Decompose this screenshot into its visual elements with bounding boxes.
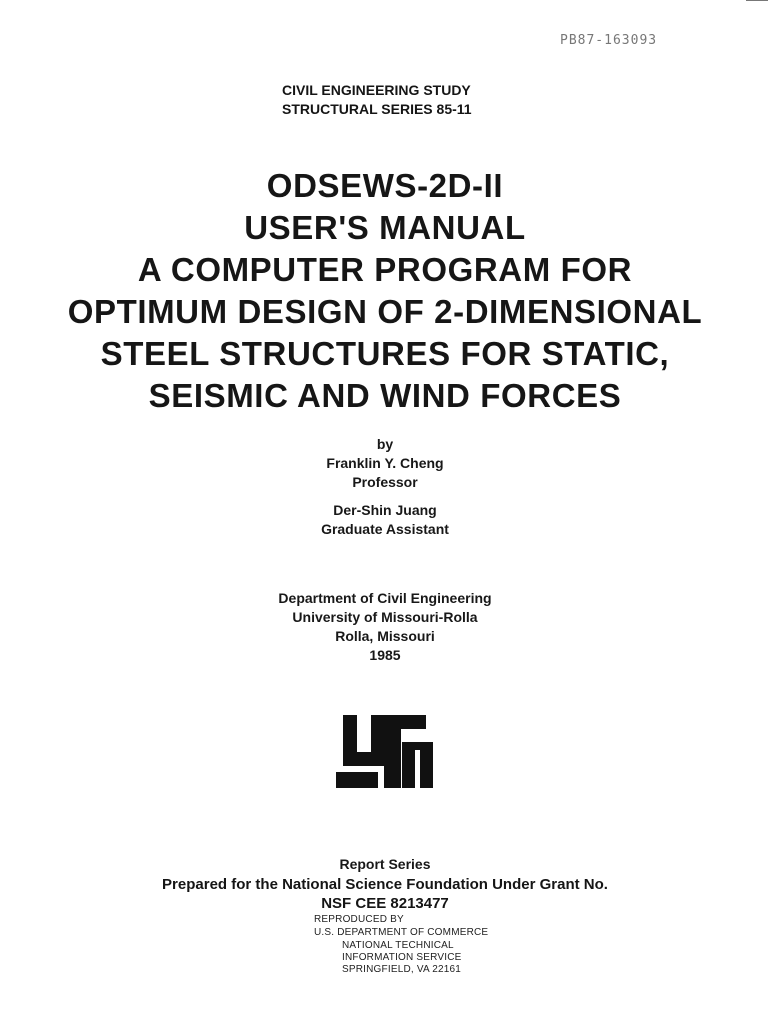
title-line-6: SEISMIC AND WIND FORCES bbox=[148, 377, 622, 414]
year: 1985 bbox=[369, 647, 401, 663]
university-logo-icon bbox=[336, 712, 434, 790]
location: Rolla, Missouri bbox=[335, 628, 435, 644]
grant-number: NSF CEE 8213477 bbox=[321, 895, 449, 912]
prepared-for-statement: Prepared for the National Science Foundation Under Grant No. bbox=[162, 876, 608, 893]
department: Department of Civil Engineering bbox=[278, 590, 492, 606]
title-line-3: A COMPUTER PROGRAM FOR bbox=[137, 251, 633, 288]
author-2-role: Graduate Assistant bbox=[321, 521, 449, 537]
author-1-name: Franklin Y. Cheng bbox=[326, 455, 444, 471]
reproduction-stamp-line-1: REPRODUCED BY bbox=[314, 914, 404, 925]
author-1-role: Professor bbox=[352, 474, 418, 490]
author-2-name: Der-Shin Juang bbox=[333, 502, 437, 518]
university: University of Missouri-Rolla bbox=[292, 609, 478, 625]
title-line-5: STEEL STRUCTURES FOR STATIC, bbox=[100, 335, 670, 372]
study-series-line-2: STRUCTURAL SERIES 85-11 bbox=[282, 101, 472, 117]
report-series: Report Series bbox=[339, 856, 431, 872]
corner-scan-mark bbox=[746, 0, 768, 1]
reproduction-stamp-line-3: NATIONAL TECHNICAL bbox=[342, 940, 454, 951]
title-line-4: OPTIMUM DESIGN OF 2-DIMENSIONAL bbox=[67, 293, 703, 330]
reproduction-stamp-line-5: SPRINGFIELD, VA 22161 bbox=[342, 964, 462, 975]
title-line-2: USER'S MANUAL bbox=[244, 209, 526, 246]
by-label: by bbox=[376, 436, 394, 452]
accession-number: PB87-163093 bbox=[560, 33, 658, 48]
reproduction-stamp-line-4: INFORMATION SERVICE bbox=[342, 952, 462, 963]
title-line-1: ODSEWS-2D-II bbox=[266, 167, 504, 204]
reproduction-stamp-line-2: U.S. DEPARTMENT OF COMMERCE bbox=[314, 927, 489, 938]
study-series-line-1: CIVIL ENGINEERING STUDY bbox=[282, 82, 471, 98]
